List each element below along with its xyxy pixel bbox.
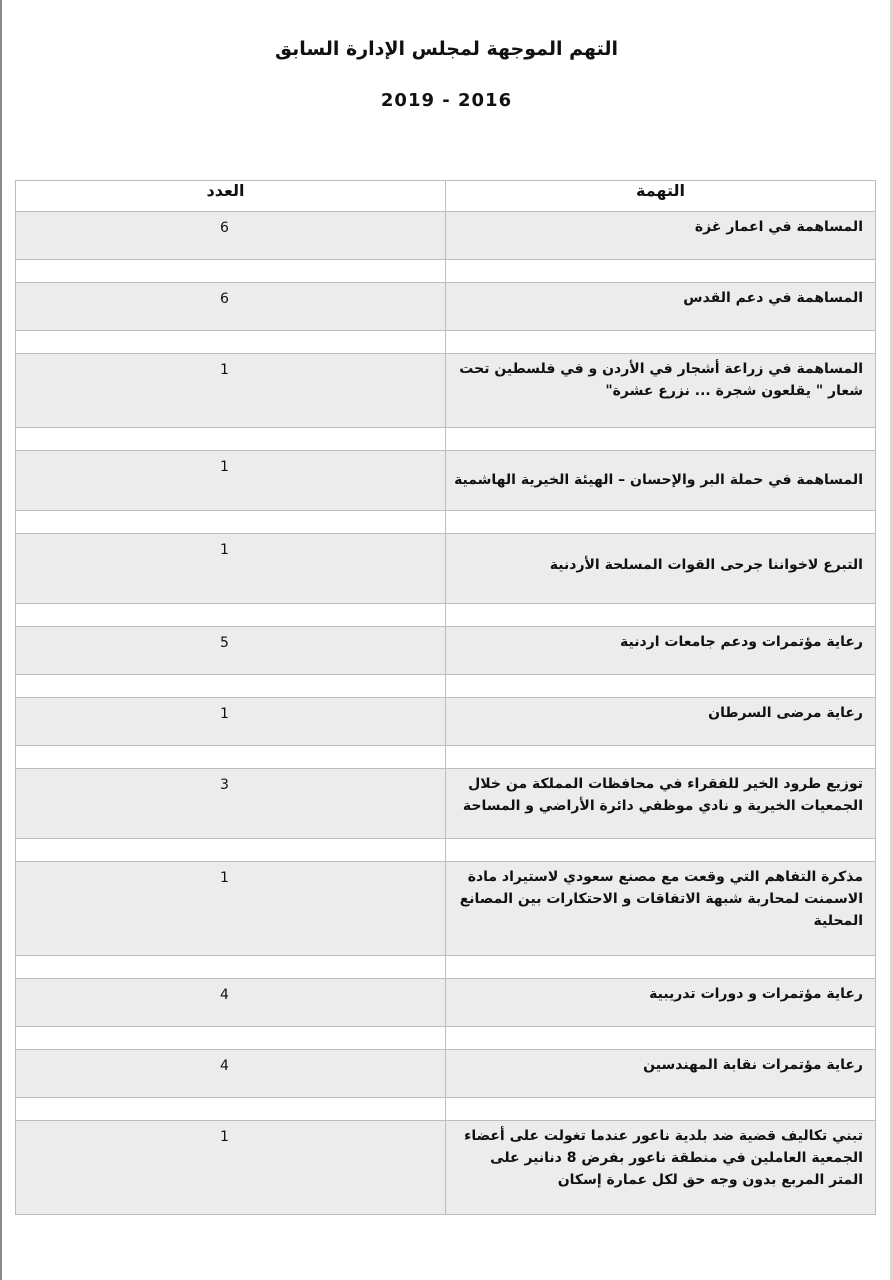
header-charge: التهمة <box>446 181 876 212</box>
spacer-row <box>16 1027 876 1050</box>
charges-table <box>15 180 876 1215</box>
document-years: 2019 - 2016 <box>380 90 513 111</box>
table-row <box>16 451 876 511</box>
table-row <box>16 1050 876 1098</box>
charge-cell: تبني تكاليف قضية ضد بلدية ناعور عندما تغولت على أعضاء الجمعية العاملين في منطقة ناعور بفرض 8 دنانير على المتر المربع بدون وجه حق لكل عمارة إسكان <box>446 1121 876 1215</box>
table-row <box>16 212 876 260</box>
table-header-row <box>16 181 876 212</box>
count-cell: 1 <box>16 534 446 604</box>
charge-cell: المساهمة في زراعة أشجار في الأردن و في فلسطين تحت شعار " يقلعون شجرة ... نزرع عشرة" <box>446 354 876 428</box>
page-left-edge <box>0 0 2 1280</box>
spacer-row <box>16 511 876 534</box>
table-row <box>16 283 876 331</box>
charge-cell: رعاية مرضى السرطان <box>446 698 876 746</box>
document-title: التهم الموجهة لمجلس الإدارة السابق <box>275 38 618 60</box>
count-cell: 4 <box>16 1050 446 1098</box>
count-cell: 6 <box>16 212 446 260</box>
header-count: العدد <box>16 181 446 212</box>
count-cell: 1 <box>16 1121 446 1215</box>
spacer-row <box>16 428 876 451</box>
table-row <box>16 354 876 428</box>
spacer-row <box>16 956 876 979</box>
spacer-row <box>16 675 876 698</box>
table-row <box>16 698 876 746</box>
count-cell: 3 <box>16 769 446 839</box>
count-cell: 6 <box>16 283 446 331</box>
charge-cell: مذكرة التفاهم التي وقعت مع مصنع سعودي لاستيراد مادة الاسمنت لمحاربة شبهة الاتفاقات و الاحتكارات بين المصانع المحلية <box>446 862 876 956</box>
table-row <box>16 979 876 1027</box>
table-row <box>16 534 876 604</box>
spacer-row <box>16 260 876 283</box>
charge-cell: المساهمة في اعمار غزة <box>446 212 876 260</box>
table-row <box>16 769 876 839</box>
spacer-row <box>16 1098 876 1121</box>
count-cell: 1 <box>16 862 446 956</box>
charge-cell: التبرع لاخواننا جرحى القوات المسلحة الأردنية <box>446 534 876 604</box>
count-cell: 1 <box>16 354 446 428</box>
spacer-row <box>16 746 876 769</box>
count-cell: 5 <box>16 627 446 675</box>
table-row <box>16 627 876 675</box>
table-row <box>16 862 876 956</box>
count-cell: 1 <box>16 451 446 511</box>
count-cell: 4 <box>16 979 446 1027</box>
table-row <box>16 1121 876 1215</box>
spacer-row <box>16 331 876 354</box>
spacer-row <box>16 839 876 862</box>
charge-cell: رعاية مؤتمرات نقابة المهندسين <box>446 1050 876 1098</box>
charge-cell: رعاية مؤتمرات ودعم جامعات اردنية <box>446 627 876 675</box>
count-cell: 1 <box>16 698 446 746</box>
charge-cell: المساهمة في حملة البر والإحسان – الهيئة الخيرية الهاشمية <box>446 451 876 511</box>
charge-cell: توزيع طرود الخير للفقراء في محافظات المملكة من خلال الجمعيات الخيرية و نادي موظفي دائرة الأراضي و المساحة <box>446 769 876 839</box>
spacer-row <box>16 604 876 627</box>
charge-cell: المساهمة في دعم القدس <box>446 283 876 331</box>
charge-cell: رعاية مؤتمرات و دورات تدريبية <box>446 979 876 1027</box>
